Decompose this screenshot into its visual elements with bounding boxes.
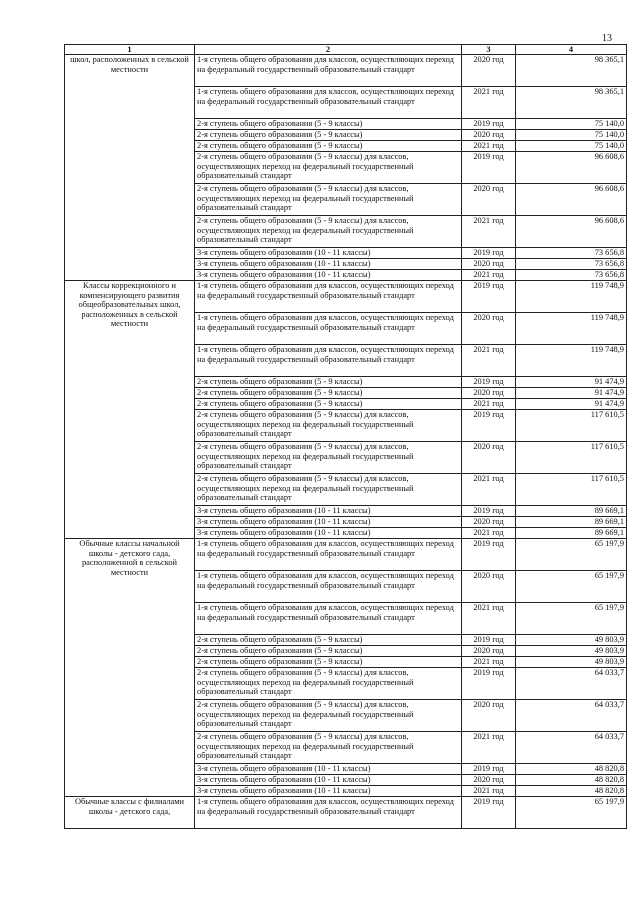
year-cell: 2021 год [462, 270, 516, 281]
value-cell: 98 365,1 [516, 55, 627, 87]
table-body [65, 55, 627, 829]
year-cell: 2020 год [462, 259, 516, 270]
table-row [65, 281, 627, 313]
value-cell: 91 474,9 [516, 388, 627, 399]
value-cell: 64 033,7 [516, 700, 627, 732]
header-row [65, 45, 627, 55]
value-cell: 96 608,6 [516, 184, 627, 216]
value-cell: 117 610,5 [516, 410, 627, 442]
description-cell: 1-я ступень общего образования для классов, осуществляющих переход на федеральный государственный образовательный стандарт [195, 539, 462, 571]
value-cell: 75 140,0 [516, 130, 627, 141]
category-cell: Обычные классы с филиалами школы - детского сада, [65, 797, 195, 829]
column-header-1: 1 [65, 45, 195, 55]
year-cell: 2021 год [462, 345, 516, 377]
description-cell: 2-я ступень общего образования (5 - 9 классы) для классов, осуществляющих переход на федеральный государственный образовательный стандарт [195, 216, 462, 248]
year-cell: 2020 год [462, 571, 516, 603]
category-cell: Обычные классы начальной школы - детского сада, расположенной в сельской местности [65, 539, 195, 797]
description-cell: 3-я ступень общего образования (10 - 11 классы) [195, 764, 462, 775]
description-cell: 3-я ступень общего образования (10 - 11 классы) [195, 775, 462, 786]
value-cell: 119 748,9 [516, 345, 627, 377]
value-cell: 65 197,9 [516, 603, 627, 635]
value-cell: 49 803,9 [516, 646, 627, 657]
value-cell: 98 365,1 [516, 87, 627, 119]
description-cell: 2-я ступень общего образования (5 - 9 классы) [195, 388, 462, 399]
description-cell: 1-я ступень общего образования для классов, осуществляющих переход на федеральный государственный образовательный стандарт [195, 603, 462, 635]
year-cell: 2020 год [462, 517, 516, 528]
value-cell: 89 669,1 [516, 528, 627, 539]
table-row [65, 539, 627, 571]
table-row [65, 797, 627, 829]
description-cell: 2-я ступень общего образования (5 - 9 классы) для классов, осуществляющих переход на федеральный государственный образовательный стандарт [195, 732, 462, 764]
year-cell: 2020 год [462, 130, 516, 141]
value-cell: 64 033,7 [516, 732, 627, 764]
year-cell: 2019 год [462, 248, 516, 259]
description-cell: 2-я ступень общего образования (5 - 9 классы) [195, 635, 462, 646]
description-cell: 3-я ступень общего образования (10 - 11 классы) [195, 270, 462, 281]
description-cell: 3-я ступень общего образования (10 - 11 классы) [195, 786, 462, 797]
year-cell: 2021 год [462, 603, 516, 635]
value-cell: 49 803,9 [516, 635, 627, 646]
description-cell: 1-я ступень общего образования для классов, осуществляющих переход на федеральный государственный образовательный стандарт [195, 797, 462, 829]
value-cell: 89 669,1 [516, 506, 627, 517]
description-cell: 2-я ступень общего образования (5 - 9 классы) для классов, осуществляющих переход на федеральный государственный образовательный стандарт [195, 184, 462, 216]
description-cell: 2-я ступень общего образования (5 - 9 классы) [195, 657, 462, 668]
year-cell: 2021 год [462, 87, 516, 119]
rates-table [64, 44, 627, 829]
year-cell: 2019 год [462, 506, 516, 517]
year-cell: 2019 год [462, 764, 516, 775]
value-cell: 75 140,0 [516, 141, 627, 152]
category-cell: Классы коррекционного и компенсирующего развития общеобразовательных школ, расположенных в сельской местности [65, 281, 195, 539]
year-cell: 2020 год [462, 700, 516, 732]
year-cell: 2021 год [462, 474, 516, 506]
year-cell: 2021 год [462, 786, 516, 797]
value-cell: 119 748,9 [516, 281, 627, 313]
column-header-4: 4 [516, 45, 627, 55]
value-cell: 117 610,5 [516, 474, 627, 506]
description-cell: 2-я ступень общего образования (5 - 9 классы) для классов, осуществляющих переход на федеральный государственный образовательный стандарт [195, 152, 462, 184]
value-cell: 117 610,5 [516, 442, 627, 474]
year-cell: 2021 год [462, 732, 516, 764]
value-cell: 49 803,9 [516, 657, 627, 668]
description-cell: 3-я ступень общего образования (10 - 11 классы) [195, 506, 462, 517]
year-cell: 2019 год [462, 119, 516, 130]
year-cell: 2020 год [462, 184, 516, 216]
year-cell: 2021 год [462, 399, 516, 410]
description-cell: 2-я ступень общего образования (5 - 9 классы) для классов, осуществляющих переход на федеральный государственный образовательный стандарт [195, 474, 462, 506]
description-cell: 1-я ступень общего образования для классов, осуществляющих переход на федеральный государственный образовательный стандарт [195, 281, 462, 313]
value-cell: 48 820,8 [516, 775, 627, 786]
value-cell: 73 656,8 [516, 248, 627, 259]
column-header-2: 2 [195, 45, 462, 55]
description-cell: 2-я ступень общего образования (5 - 9 классы) для классов, осуществляющих переход на федеральный государственный образовательный стандарт [195, 442, 462, 474]
year-cell: 2020 год [462, 313, 516, 345]
value-cell: 65 197,9 [516, 797, 627, 829]
description-cell: 2-я ступень общего образования (5 - 9 классы) [195, 399, 462, 410]
value-cell: 65 197,9 [516, 571, 627, 603]
year-cell: 2019 год [462, 668, 516, 700]
description-cell: 2-я ступень общего образования (5 - 9 классы) для классов, осуществляющих переход на федеральный государственный образовательный стандарт [195, 668, 462, 700]
year-cell: 2020 год [462, 775, 516, 786]
description-cell: 2-я ступень общего образования (5 - 9 классы) [195, 646, 462, 657]
value-cell: 64 033,7 [516, 668, 627, 700]
description-cell: 1-я ступень общего образования для классов, осуществляющих переход на федеральный государственный образовательный стандарт [195, 345, 462, 377]
description-cell: 2-я ступень общего образования (5 - 9 классы) [195, 119, 462, 130]
year-cell: 2020 год [462, 388, 516, 399]
description-cell: 2-я ступень общего образования (5 - 9 классы) для классов, осуществляющих переход на федеральный государственный образовательный стандарт [195, 700, 462, 732]
value-cell: 48 820,8 [516, 764, 627, 775]
value-cell: 119 748,9 [516, 313, 627, 345]
year-cell: 2019 год [462, 797, 516, 829]
value-cell: 96 608,6 [516, 152, 627, 184]
value-cell: 91 474,9 [516, 377, 627, 388]
description-cell: 2-я ступень общего образования (5 - 9 классы) [195, 130, 462, 141]
year-cell: 2019 год [462, 281, 516, 313]
value-cell: 48 820,8 [516, 786, 627, 797]
year-cell: 2019 год [462, 377, 516, 388]
column-header-3: 3 [462, 45, 516, 55]
year-cell: 2020 год [462, 442, 516, 474]
year-cell: 2021 год [462, 216, 516, 248]
category-cell: школ, расположенных в сельской местности [65, 55, 195, 281]
value-cell: 73 656,8 [516, 270, 627, 281]
year-cell: 2019 год [462, 152, 516, 184]
year-cell: 2019 год [462, 539, 516, 571]
year-cell: 2021 год [462, 657, 516, 668]
value-cell: 89 669,1 [516, 517, 627, 528]
year-cell: 2019 год [462, 410, 516, 442]
value-cell: 96 608,6 [516, 216, 627, 248]
year-cell: 2020 год [462, 55, 516, 87]
year-cell: 2019 год [462, 635, 516, 646]
year-cell: 2021 год [462, 528, 516, 539]
year-cell: 2021 год [462, 141, 516, 152]
description-cell: 3-я ступень общего образования (10 - 11 классы) [195, 248, 462, 259]
page-number: 13 [602, 33, 612, 44]
description-cell: 3-я ступень общего образования (10 - 11 классы) [195, 528, 462, 539]
value-cell: 75 140,0 [516, 119, 627, 130]
description-cell: 2-я ступень общего образования (5 - 9 классы) для классов, осуществляющих переход на федеральный государственный образовательный стандарт [195, 410, 462, 442]
description-cell: 2-я ступень общего образования (5 - 9 классы) [195, 141, 462, 152]
description-cell: 1-я ступень общего образования для классов, осуществляющих переход на федеральный государственный образовательный стандарт [195, 55, 462, 87]
value-cell: 73 656,8 [516, 259, 627, 270]
value-cell: 91 474,9 [516, 399, 627, 410]
description-cell: 1-я ступень общего образования для классов, осуществляющих переход на федеральный государственный образовательный стандарт [195, 313, 462, 345]
description-cell: 1-я ступень общего образования для классов, осуществляющих переход на федеральный государственный образовательный стандарт [195, 87, 462, 119]
year-cell: 2020 год [462, 646, 516, 657]
table-row [65, 55, 627, 87]
description-cell: 2-я ступень общего образования (5 - 9 классы) [195, 377, 462, 388]
description-cell: 3-я ступень общего образования (10 - 11 классы) [195, 517, 462, 528]
description-cell: 3-я ступень общего образования (10 - 11 классы) [195, 259, 462, 270]
value-cell: 65 197,9 [516, 539, 627, 571]
description-cell: 1-я ступень общего образования для классов, осуществляющих переход на федеральный государственный образовательный стандарт [195, 571, 462, 603]
